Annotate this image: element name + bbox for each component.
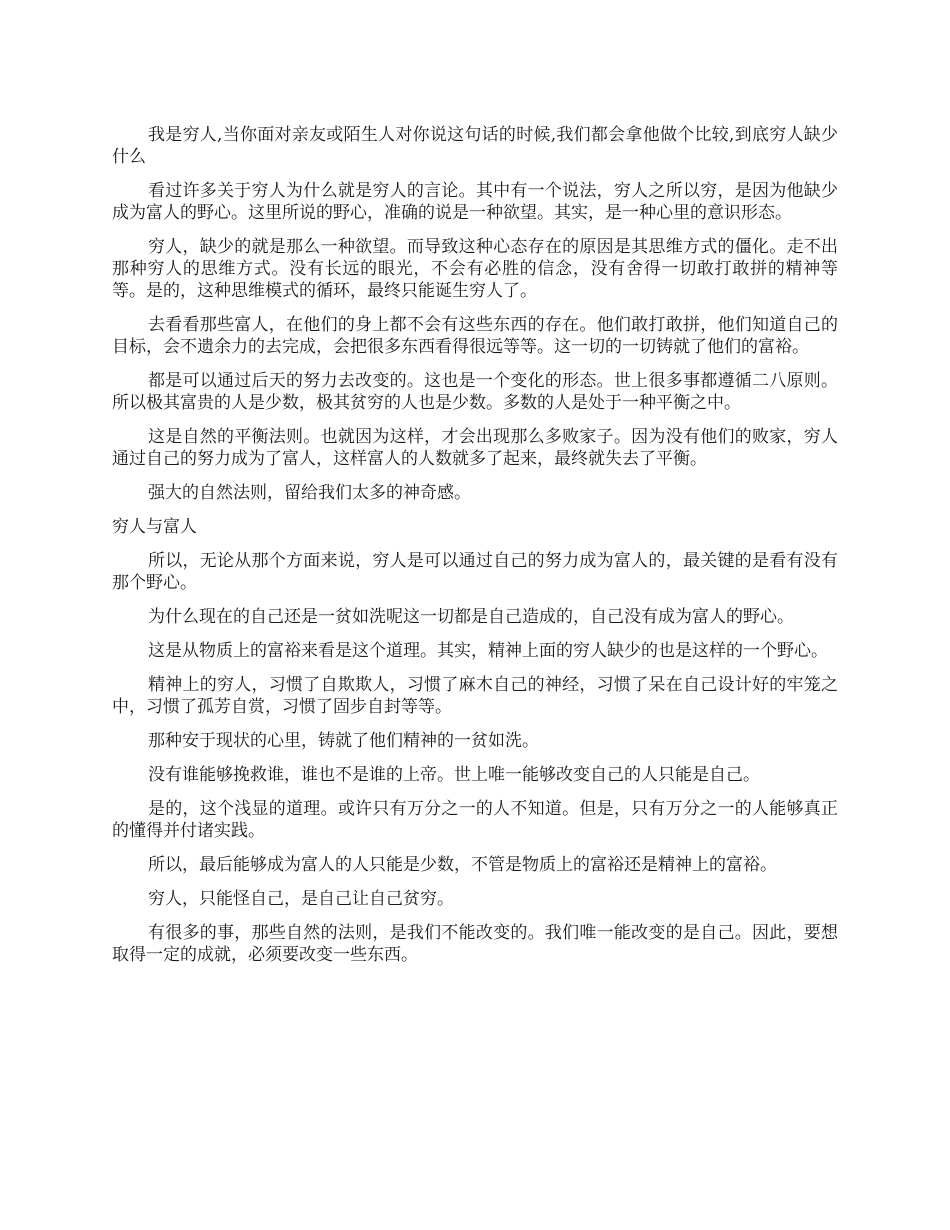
- paragraph: 所以，无论从那个方面来说，穷人是可以通过自己的努力成为富人的，最关键的是看有没有那个野心。: [112, 551, 838, 593]
- paragraph: 都是可以通过后天的努力去改变的。这也是一个变化的形态。世上很多事都遵循二八原则。所以极其富贵的人是少数，极其贫穷的人也是少数。多数的人是处于一种平衡之中。: [112, 371, 838, 413]
- paragraph: 看过许多关于穷人为什么就是穷人的言论。其中有一个说法，穷人之所以穷，是因为他缺少成为富人的野心。这里所说的野心，准确的说是一种欲望。其实，是一种心里的意识形态。: [112, 181, 838, 223]
- paragraph: 有很多的事，那些自然的法则，是我们不能改变的。我们唯一能改变的是自己。因此，要想取得一定的成就，必须要改变一些东西。: [112, 923, 838, 965]
- paragraph: 为什么现在的自己还是一贫如洗呢这一切都是自己造成的，自己没有成为富人的野心。: [148, 607, 794, 627]
- paragraph: 没有谁能够挽救谁，谁也不是谁的上帝。世上唯一能够改变自己的人只能是自己。: [148, 765, 760, 785]
- paragraph: 强大的自然法则，留给我们太多的神奇感。: [148, 483, 471, 503]
- paragraph: 去看看那些富人，在他们的身上都不会有这些东西的存在。他们敢打敢拼，他们知道自己的目标，会不遗余力的去完成，会把很多东西看得很远等等。这一切的一切铸就了他们的富裕。: [112, 315, 838, 357]
- paragraph: 这是从物质上的富裕来看是这个道理。其实，精神上面的穷人缺少的也是这样的一个野心。: [148, 641, 828, 661]
- paragraph: 那种安于现状的心里，铸就了他们精神的一贫如洗。: [148, 731, 539, 751]
- paragraph: 这是自然的平衡法则。也就因为这样，才会出现那么多败家子。因为没有他们的败家，穷人通过自己的努力成为了富人，这样富人的人数就多了起来，最终就失去了平衡。: [112, 427, 838, 469]
- paragraph: 穷人，缺少的就是那么一种欲望。而导致这种心态存在的原因是其思维方式的僵化。走不出那种穷人的思维方式。没有长远的眼光，不会有必胜的信念，没有舍得一切敢打敢拼的精神等等。是的，这种思维模式的循环，最终只能诞生穷人了。: [112, 237, 838, 301]
- paragraph: 是的，这个浅显的道理。或许只有万分之一的人不知道。但是，只有万分之一的人能够真正的懂得并付诸实践。: [112, 799, 838, 841]
- paragraph: 我是穷人,当你面对亲友或陌生人对你说这句话的时候,我们都会拿他做个比较,到底穷人缺少什么: [112, 125, 838, 167]
- document-body: [112, 124, 838, 978]
- section-heading: 穷人与富人: [112, 517, 197, 537]
- paragraph: 所以，最后能够成为富人的人只能是少数，不管是物质上的富裕还是精神上的富裕。: [148, 855, 777, 875]
- paragraph: 穷人，只能怪自己，是自己让自己贫穷。: [148, 889, 454, 909]
- paragraph: 精神上的穷人，习惯了自欺欺人，习惯了麻木自己的神经，习惯了呆在自己设计好的牢笼之中，习惯了孤芳自赏，习惯了固步自封等等。: [112, 675, 838, 717]
